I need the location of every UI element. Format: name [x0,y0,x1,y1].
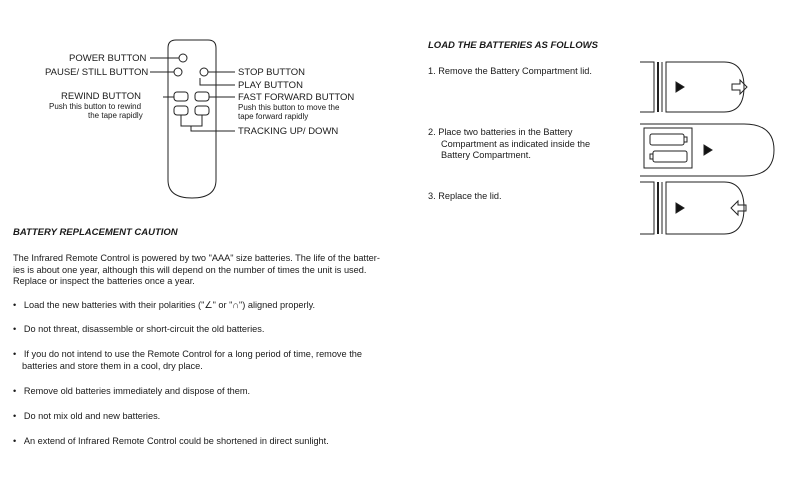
step1-figure [640,62,747,112]
power-button-label: POWER BUTTON [69,53,147,64]
fast-forward-button-label: FAST FORWARD BUTTON [238,92,355,103]
step2-figure [640,124,774,176]
intro-line-1: The Infrared Remote Control is powered by two "AAA" size batteries. The life of the batter- [13,253,380,263]
intro-line-2: ies is about one year, although this will depend on the number of times the unit is used. [13,264,367,275]
step3-figure [640,182,746,234]
bullet-4: • Remove old batteries immediately and dispose of them. [13,386,251,396]
intro-line-3: Replace or inspect the batteries once a year. [13,276,195,286]
rewind-desc-2: the tape rapidly [88,111,143,120]
play-button-label: PLAY BUTTON [238,80,303,91]
step-3: 3. Replace the lid. [428,191,502,201]
bullet-6: • An extend of Infrared Remote Control could be shortened in direct sunlight. [13,436,329,446]
bullet-6-text: An extend of Infrared Remote Control could be shortened in direct sunlight. [23,436,329,446]
stop-button-label: STOP BUTTON [238,67,306,78]
bullet-1: • Load the new batteries with their polarities ("∠" or "∩") aligned properly. [13,300,316,310]
step-2-line-1: 2. Place two batteries in the Battery [428,127,573,137]
bullet-3-line-1: If you do not intend to use the Remote Control for a long period of time, remove the [23,349,362,359]
bullet-3: • If you do not intend to use the Remote Control for a long period of time, remove the batteries and store them in a cool, dry place. [13,349,362,371]
bullet-5: • Do not mix old and new batteries. [13,411,161,421]
step-2-line-3: Battery Compartment. [441,150,531,160]
rewind-button-label: REWIND BUTTON [61,91,142,102]
step-2-line-2: Compartment as indicated inside the [441,138,591,149]
ff-desc-2: tape forward rapidly [238,112,309,121]
bullet-4-text: Remove old batteries immediately and dispose of them. [23,386,251,396]
step-1: 1. Remove the Battery Compartment lid. [428,66,592,76]
bullet-5-text: Do not mix old and new batteries. [23,411,161,421]
rewind-desc-1: Push this button to rewind [49,102,142,111]
load-title: LOAD THE BATTERIES AS FOLLOWS [428,40,598,51]
caution-title: BATTERY REPLACEMENT CAUTION [13,227,178,238]
tracking-label: TRACKING UP/ DOWN [238,126,339,137]
bullet-3-line-2: batteries and store them in a cool, dry place. [22,361,203,371]
bullet-1-text: Load the new batteries with their polarities ("∠" or "∩") aligned properly. [23,300,316,310]
ff-desc-1: Push this button to move the [238,103,340,112]
pause-button-label: PAUSE/ STILL BUTTON [45,67,149,78]
bullet-2-text: Do not threat, disassemble or short-circuit the old batteries. [23,324,265,334]
bullet-2: • Do not threat, disassemble or short-circuit the old batteries. [13,324,265,334]
